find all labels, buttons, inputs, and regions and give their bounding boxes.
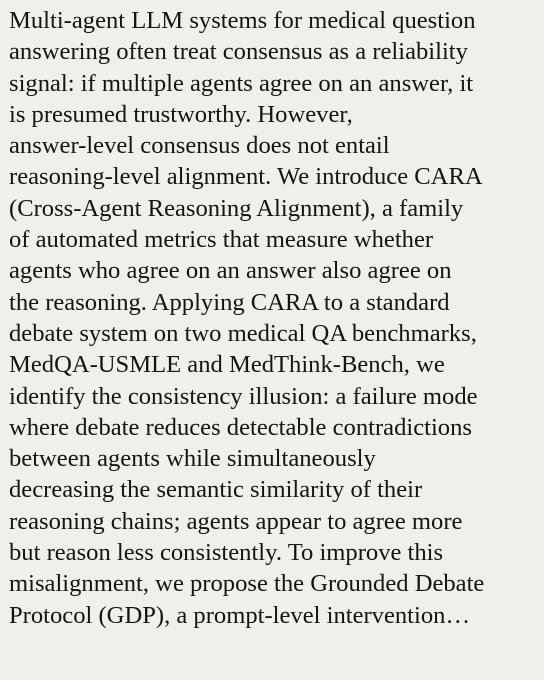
abstract-line: between agents while simultaneously bbox=[9, 445, 376, 473]
abstract-line: of automated metrics that measure whether bbox=[9, 226, 434, 254]
abstract-text bbox=[9, 5, 539, 631]
abstract-line: Protocol (GDP), a prompt-level intervention… bbox=[9, 601, 471, 629]
abstract-line: identify the consistency illusion: a failure mode bbox=[9, 382, 478, 410]
abstract-line: reasoning-level alignment. We introduce CARA bbox=[9, 163, 483, 191]
abstract-line: decreasing the semantic similarity of their bbox=[9, 476, 423, 504]
abstract-line: but reason less consistently. To improve this bbox=[9, 539, 444, 567]
abstract-line: signal: if multiple agents agree on an answer, it bbox=[9, 69, 474, 97]
abstract-line: the reasoning. Applying CARA to a standard bbox=[9, 288, 450, 316]
abstract-line: reasoning chains; agents appear to agree more bbox=[9, 507, 463, 535]
abstract-line: MedQA-USMLE and MedThink-Bench, we bbox=[9, 351, 445, 379]
abstract-line: answering often treat consensus as a reliability bbox=[9, 38, 468, 66]
abstract-line: debate system on two medical QA benchmarks, bbox=[9, 319, 477, 347]
abstract-line: misalignment, we propose the Grounded Debate bbox=[9, 570, 485, 598]
abstract-line: agents who agree on an answer also agree on bbox=[9, 257, 452, 285]
abstract-line: (Cross-Agent Reasoning Alignment), a family bbox=[9, 194, 464, 222]
abstract-line: where debate reduces detectable contradictions bbox=[9, 413, 472, 441]
abstract-line: is presumed trustworthy. However, bbox=[9, 100, 353, 128]
abstract-line: answer-level consensus does not entail bbox=[9, 132, 390, 160]
abstract-line: Multi-agent LLM systems for medical question bbox=[9, 7, 476, 34]
